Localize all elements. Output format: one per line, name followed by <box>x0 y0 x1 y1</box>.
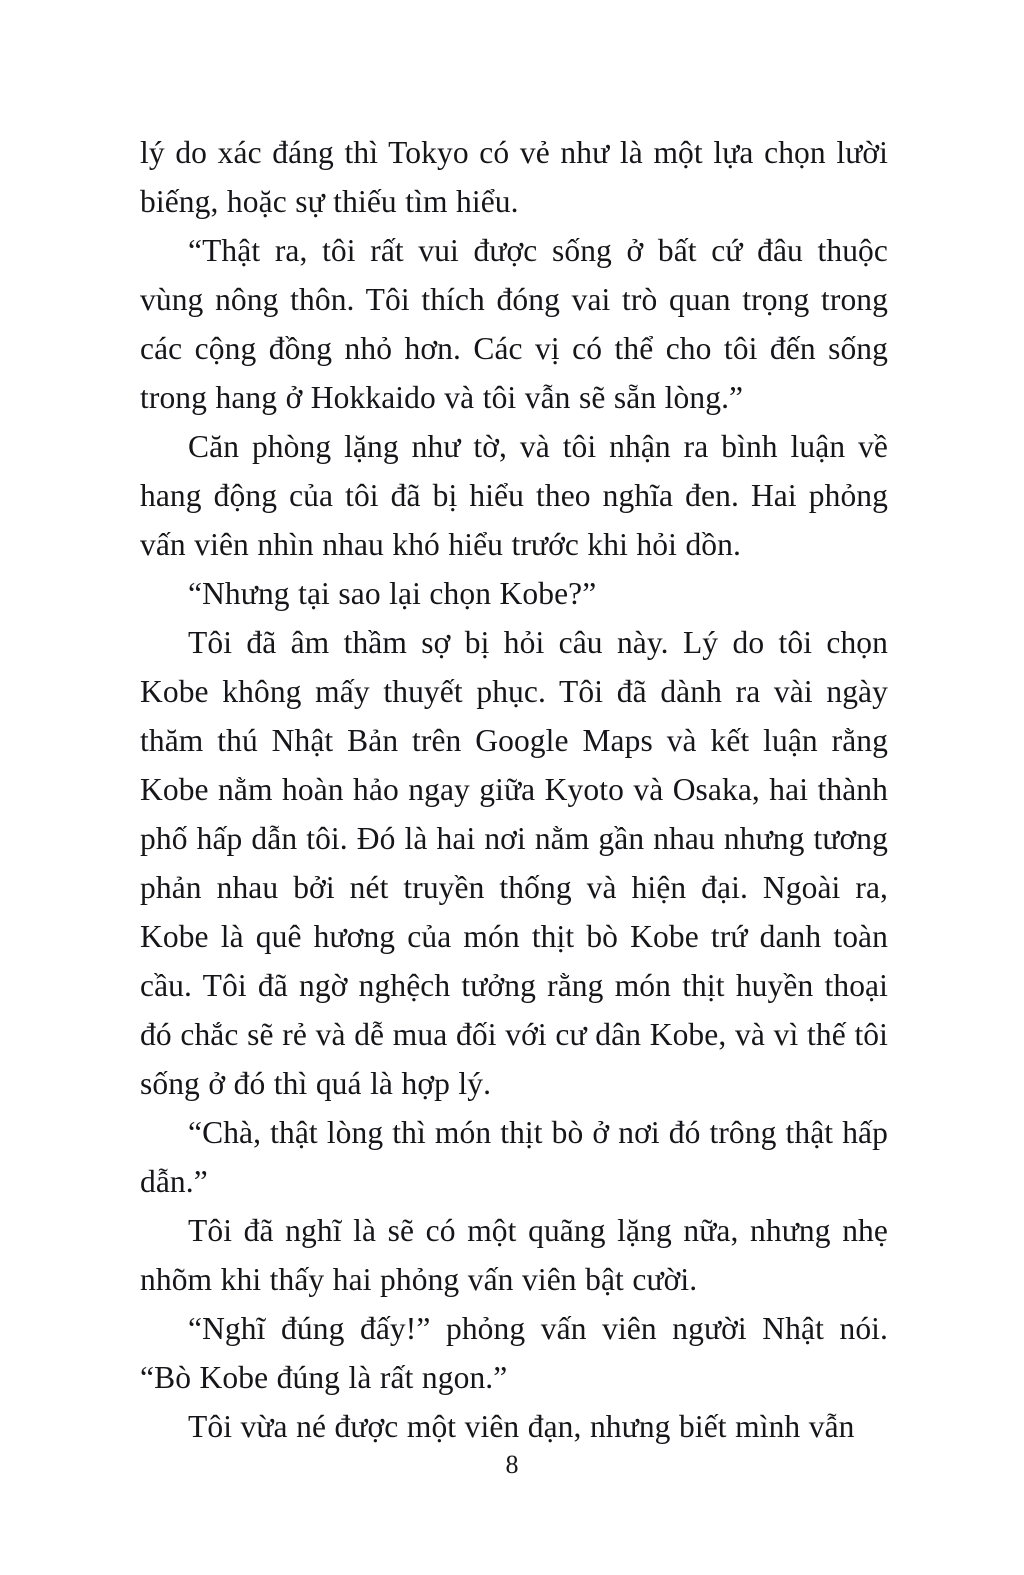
page-body-text <box>140 128 888 1451</box>
paragraph: “Nhưng tại sao lại chọn Kobe?” <box>188 576 597 611</box>
paragraph: Tôi đã âm thầm sợ bị hỏi câu này. Lý do tôi chọn Kobe không mấy thuyết phục. Tôi đã dành ra vài ngày thăm thú Nhật Bản trên Google Maps và kết luận rằng Kobe nằm hoàn hảo ngay giữa Kyoto và Osaka, hai thành phố hấp dẫn tôi. Đó là hai nơi nằm gần nhau nhưng tương phản nhau bởi nét truyền thống và hiện đại. Ngoài ra, Kobe là quê hương của món thịt bò Kobe trứ danh toàn cầu. Tôi đã ngờ nghệch tưởng rằng món thịt huyền thoại đó chắc sẽ rẻ và dễ mua đối với cư dân Kobe, và vì thế tôi sống ở đó thì quá là hợp lý. <box>140 625 888 1101</box>
paragraph: “Thật ra, tôi rất vui được sống ở bất cứ đâu thuộc vùng nông thôn. Tôi thích đóng vai trò quan trọng trong các cộng đồng nhỏ hơn. Các vị có thể cho tôi đến sống trong hang ở Hokkaido và tôi vẫn sẽ sẵn lòng.” <box>140 233 888 415</box>
paragraph: “Chà, thật lòng thì món thịt bò ở nơi đó trông thật hấp dẫn.” <box>140 1115 888 1199</box>
paragraph: Tôi đã nghĩ là sẽ có một quãng lặng nữa, nhưng nhẹ nhõm khi thấy hai phỏng vấn viên bật cười. <box>140 1213 888 1297</box>
page-number: 8 <box>505 1450 519 1479</box>
paragraph: “Nghĩ đúng đấy!” phỏng vấn viên người Nhật nói. “Bò Kobe đúng là rất ngon.” <box>140 1311 888 1395</box>
paragraph: Căn phòng lặng như tờ, và tôi nhận ra bình luận về hang động của tôi đã bị hiểu theo nghĩa đen. Hai phỏng vấn viên nhìn nhau khó hiểu trước khi hỏi dồn. <box>140 429 888 562</box>
paragraph: Tôi vừa né được một viên đạn, nhưng biết mình vẫn <box>188 1409 855 1444</box>
paragraph: lý do xác đáng thì Tokyo có vẻ như là một lựa chọn lười biếng, hoặc sự thiếu tìm hiểu. <box>140 135 888 219</box>
